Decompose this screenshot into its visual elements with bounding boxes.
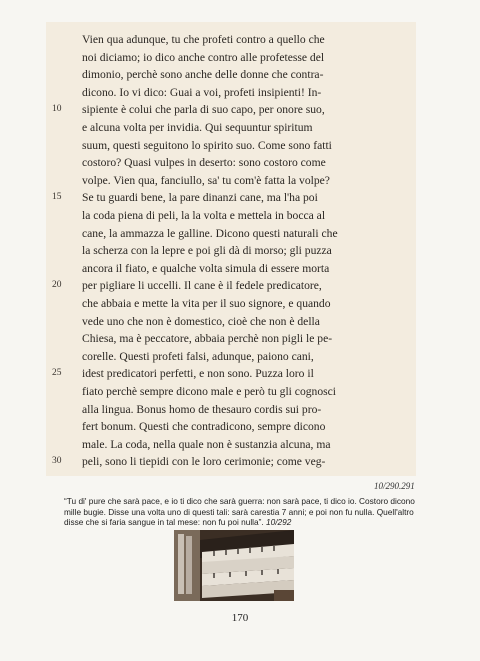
text-line: corelle. Questi profeti falsi, adunque, paiono cani, (82, 349, 314, 363)
text-line: ancora il fiato, e qualche volta simula di essere morta (82, 261, 330, 275)
organ-photo (174, 530, 294, 601)
line-number: 25 (52, 367, 62, 378)
text-line: per pigliare li uccelli. Il cane è il fedele predicatore, (82, 279, 322, 293)
text-line: alla lingua. Bonus homo de thesauro cordis sui pro- (82, 402, 322, 416)
text-line: volpe. Vien qua, fanciullo, sa' tu com'è fatta la volpe? (82, 173, 330, 187)
text-line: dicono. Io vi dico: Guai a voi, profeti insipienti! In- (82, 85, 322, 99)
text-line: costoro? Quasi vulpes in deserto: sono costoro come (82, 156, 326, 170)
text-line: vede uno che non è domestico, cioè che non è della (82, 314, 320, 328)
text-line: peli, sono li tiepidi con le loro cerimonie; come veg- (82, 455, 326, 469)
text-line: Vien qua adunque, tu che profeti contro a quello che (82, 33, 325, 46)
text-line: fiato perchè sempre dicono male e però tu gli cognosci (82, 385, 337, 398)
text-line: cane, la ammazza le galline. Dicono questi naturali che (82, 226, 338, 240)
text-line: noi diciamo; io dico anche contro alle profetesse del (82, 50, 325, 64)
caption (64, 496, 424, 528)
text-line: la scherza con la lepre e poi gli dà di morso; gli puzza (82, 244, 332, 258)
text-line: sipiente è colui che parla di suo capo, per onore suo, (82, 103, 325, 117)
text-line: suum, questi seguitono lo spirito suo. Come sono fatti (82, 138, 332, 152)
text-line: e alcuna volta per invidia. Qui sequuntur spiritum (82, 121, 313, 134)
page-reference: 10/290.291 (374, 481, 415, 491)
text-line: che abbaia e mette la vita per il suo signore, e quando (82, 297, 331, 310)
text-line: Se tu guardi bene, la pare dinanzi cane, ma l'ha poi (82, 191, 318, 205)
line-number: 10 (52, 103, 62, 114)
line-number: 15 (52, 191, 62, 202)
text-line: dimonio, perchè sono anche delle donne che contra- (82, 68, 324, 82)
line-number: 30 (52, 455, 62, 466)
text-line: male. La coda, nella quale non è sustanzia alcuna, ma (82, 437, 331, 451)
organ-keyboard-image (174, 530, 294, 601)
text-line: idest predicatori perfetti, e non sono. Puzza loro il (82, 367, 314, 381)
caption-text: “Tu di' pure che sarà pace, e io ti dico che sarà guerra: non sarà pace, ti dico io. Costoro dicono mille bugie. Disse una volta uno di questi tali: sarà carestia 7 anni; e poi non fu nulla. Quell'altro disse che si faria sangue in tal mese: non fu poi nulla”. (64, 496, 415, 527)
text-line: Chiesa, ma è peccatore, abbaia perchè non pigli le pe- (82, 332, 333, 346)
page-number: 170 (231, 612, 249, 624)
line-number: 20 (52, 279, 62, 290)
text-line: fert bonum. Questi che contradicono, sempre dicono (82, 420, 326, 434)
text-line: la coda piena di peli, la la volta e mettela in bocca al (82, 209, 326, 222)
caption-reference: 10/292 (266, 517, 292, 527)
